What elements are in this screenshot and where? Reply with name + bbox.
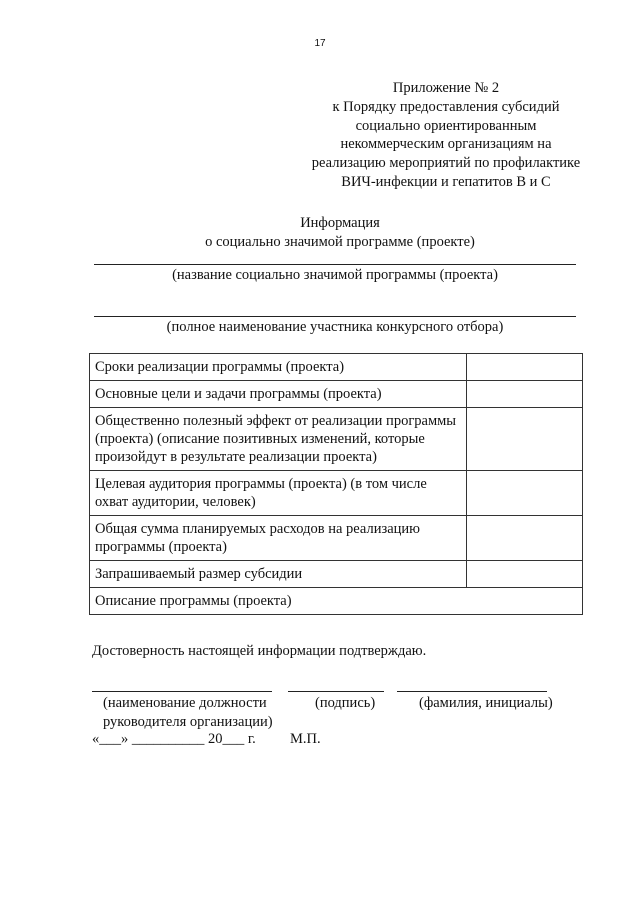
row-value-cell[interactable]: [467, 354, 583, 381]
row-value-cell[interactable]: [467, 561, 583, 588]
appendix-line: реализацию мероприятий по профилактике: [311, 155, 581, 172]
document-subtitle: о социально значимой программе (проекте): [205, 234, 475, 250]
participant-name-line[interactable]: [94, 316, 576, 317]
row-label: Общественно полезный эффект от реализации программы (проекта) (описание позитивных изменений, которые произойдут в результате реализации проекта): [90, 408, 467, 471]
row-value-cell[interactable]: [467, 471, 583, 516]
table-row: [90, 516, 583, 561]
row-label: Запрашиваемый размер субсидии: [90, 561, 467, 588]
appendix-line: некоммерческим организациям на: [340, 136, 552, 153]
program-name-caption: (название социально значимой программы (проекта): [172, 267, 498, 283]
position-label: [103, 694, 273, 732]
document-heading: [0, 214, 640, 252]
row-value-cell[interactable]: [467, 516, 583, 561]
document-title: Информация: [300, 215, 380, 231]
signature-line[interactable]: [288, 691, 384, 692]
table-row: [90, 588, 583, 615]
table-row: [90, 381, 583, 408]
row-value-cell[interactable]: [467, 408, 583, 471]
appendix-header: [296, 79, 596, 192]
table-row: [90, 354, 583, 381]
stamp-place: М.П.: [290, 731, 321, 747]
row-label[interactable]: Описание программы (проекта): [90, 588, 583, 615]
row-label: Целевая аудитория программы (проекта) (в том числе охват аудитории, человек): [90, 471, 467, 516]
position-line[interactable]: [92, 691, 272, 692]
info-table: [89, 353, 583, 615]
table-row: [90, 561, 583, 588]
row-label: Основные цели и задачи программы (проекта): [90, 381, 467, 408]
program-name-line[interactable]: [94, 264, 576, 265]
appendix-line: ВИЧ-инфекции и гепатитов В и С: [341, 173, 551, 190]
position-label-line: (наименование должности: [103, 695, 267, 711]
signature-label: (подпись): [315, 695, 376, 711]
position-label-line: руководителя организации): [103, 714, 273, 730]
row-label: Сроки реализации программы (проекта): [90, 354, 467, 381]
date-field[interactable]: «___» __________ 20___ г.: [92, 731, 256, 747]
appendix-line: Приложение № 2: [392, 80, 500, 96]
page-number: 17: [314, 38, 326, 49]
row-value-cell[interactable]: [467, 381, 583, 408]
appendix-line: социально ориентированным: [355, 117, 537, 134]
table-row: [90, 471, 583, 516]
participant-caption: (полное наименование участника конкурсного отбора): [166, 319, 504, 335]
table-row: [90, 408, 583, 471]
row-label: Общая сумма планируемых расходов на реализацию программы (проекта): [90, 516, 467, 561]
full-name-line[interactable]: [397, 691, 547, 692]
confirmation-text: Достоверность настоящей информации подтверждаю.: [92, 643, 427, 659]
appendix-line: к Порядку предоставления субсидий: [332, 98, 560, 115]
full-name-label: (фамилия, инициалы): [419, 695, 553, 711]
